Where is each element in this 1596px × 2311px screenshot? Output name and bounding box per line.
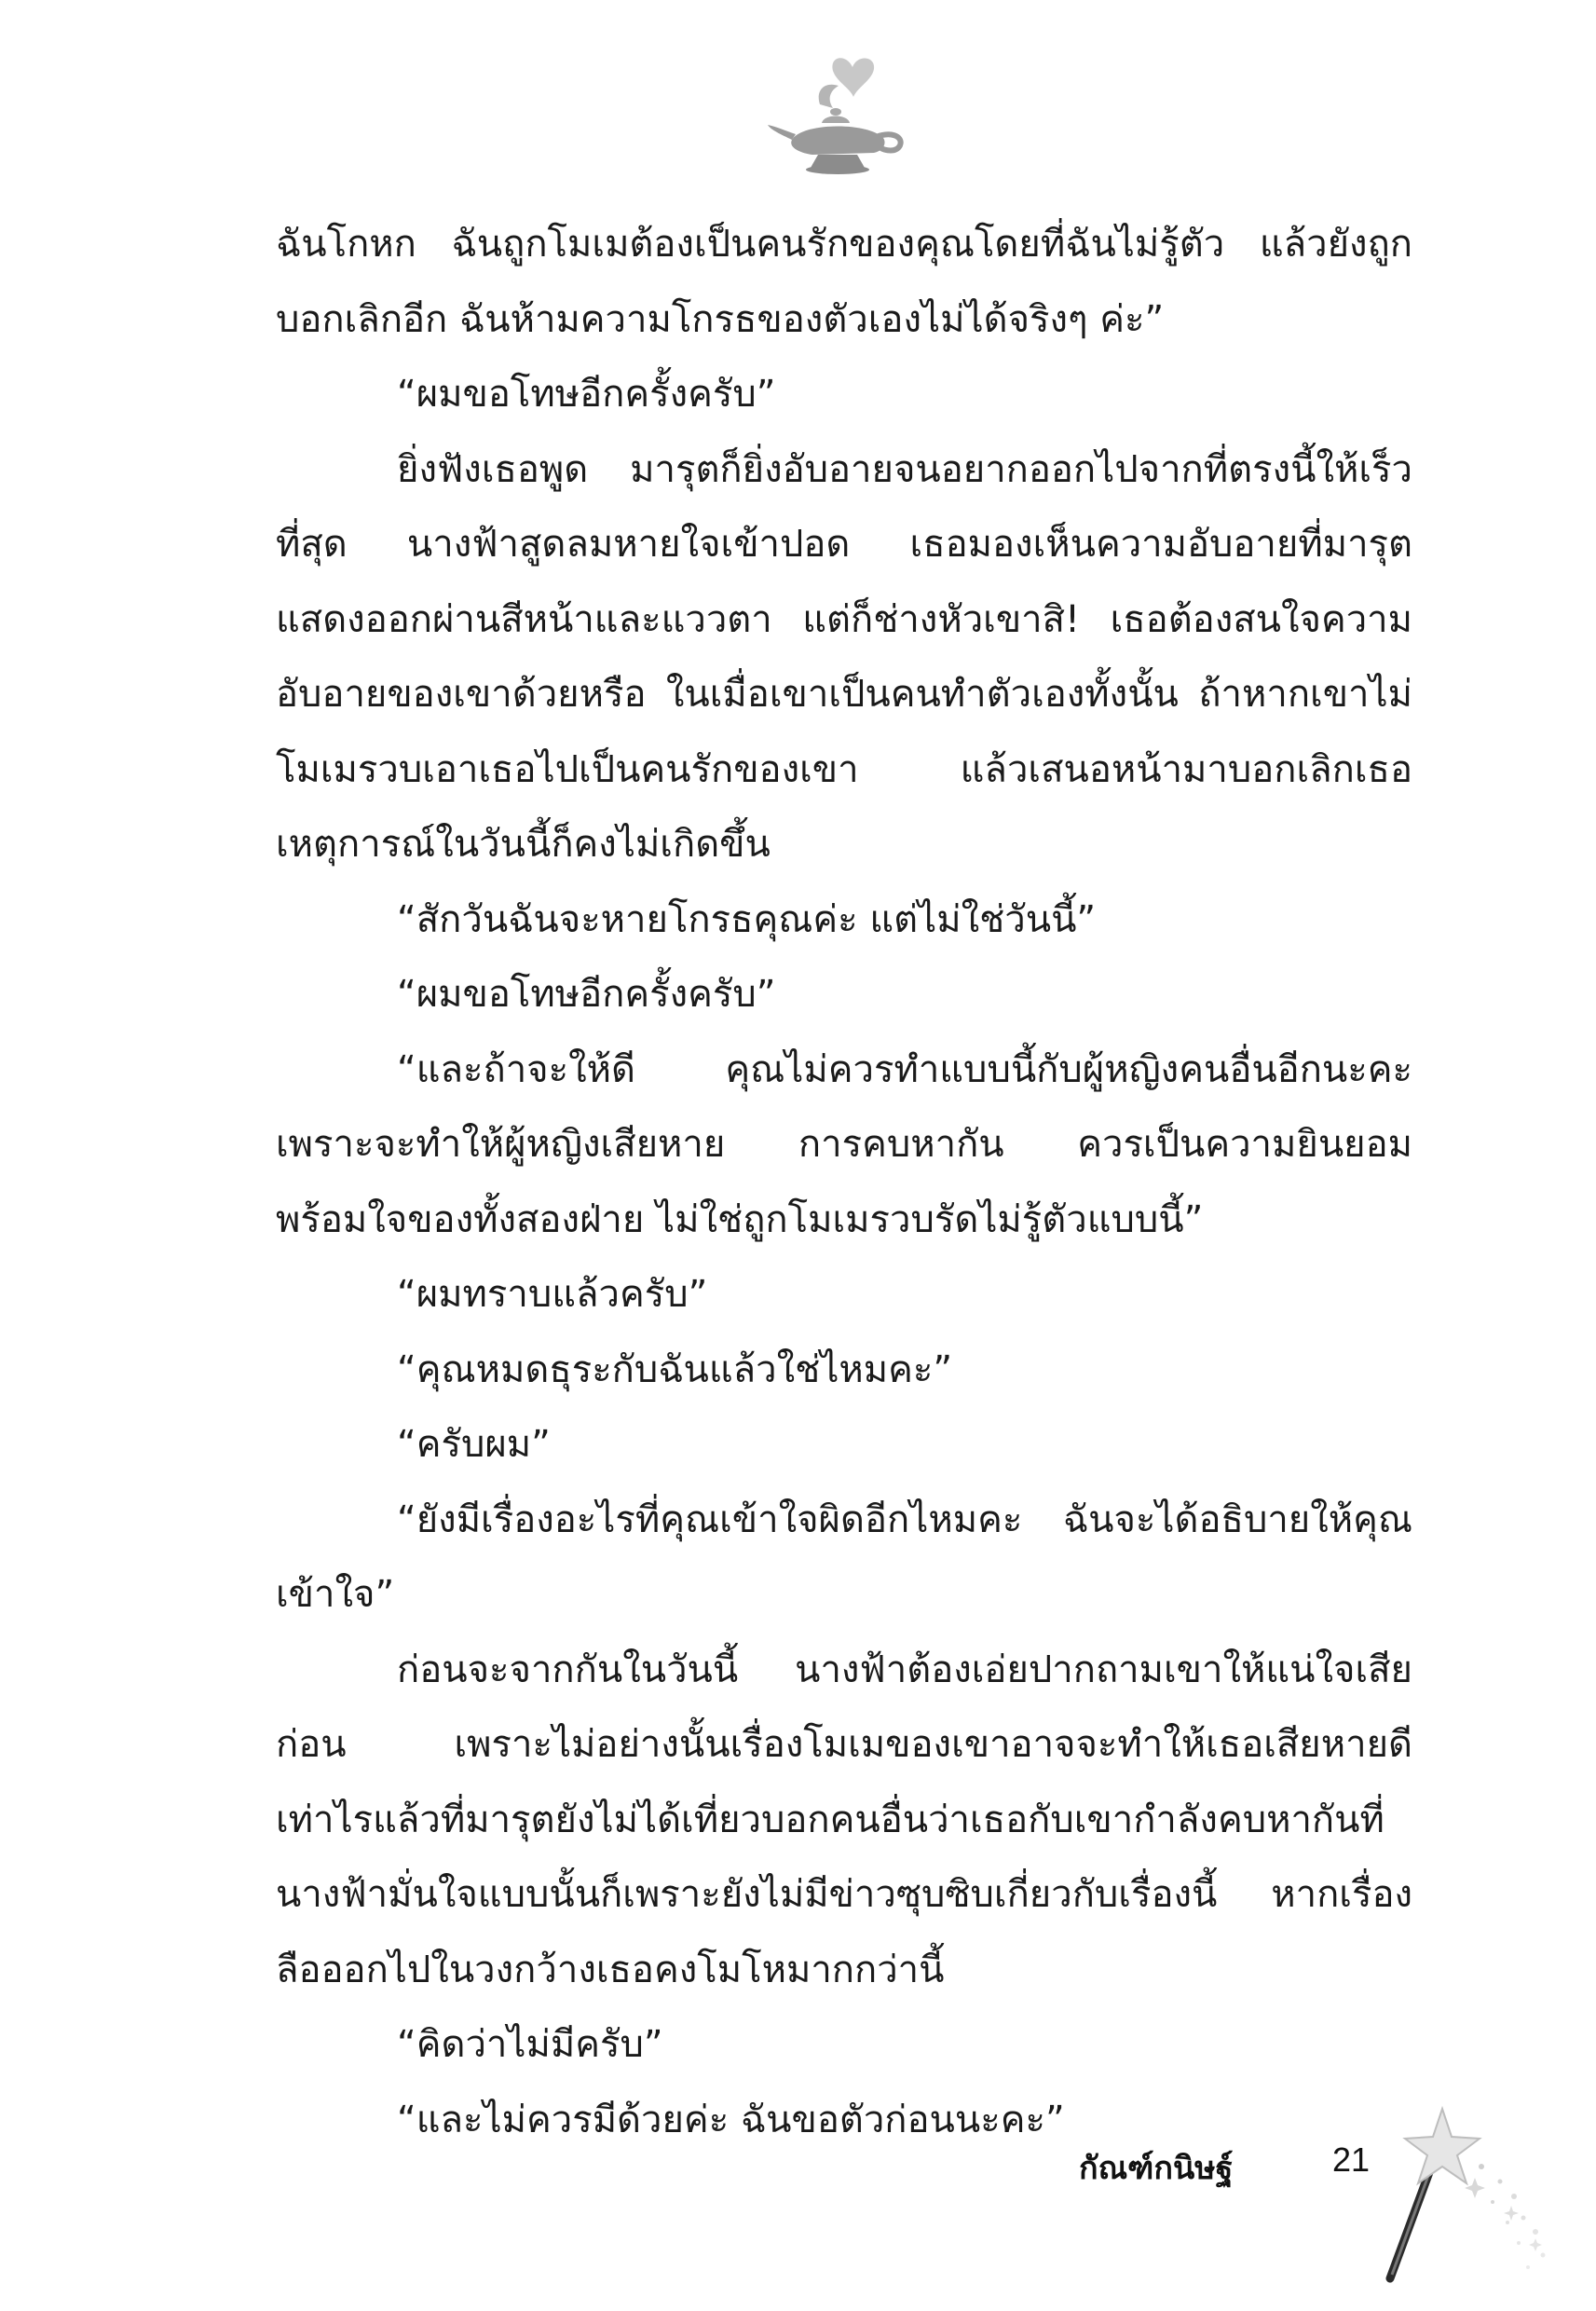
paragraph: “ผมขอโทษอีกครั้งครับ” [397, 373, 776, 416]
paragraph: ฉันโกหก ฉันถูกโมเมต้องเป็นคนรักของคุณโดยที่ฉันไม่รู้ตัว แล้วยังถูกบอกเลิกอีก ฉันห้ามความโกรธของตัวเองไม่ได้จริงๆ ค่ะ” [276, 223, 1412, 341]
paragraph: “ผมขอโทษอีกครั้งครับ” [397, 973, 776, 1016]
paragraph: “และไม่ควรมีด้วยค่ะ ฉันขอตัวก่อนนะคะ” [397, 2098, 1065, 2141]
paragraph: “ยังมีเรื่องอะไรที่คุณเข้าใจผิดอีกไหมคะ ฉันจะได้อธิบายให้คุณเข้าใจ” [276, 1497, 1412, 1616]
paragraph: “ครับผม” [397, 1423, 551, 1466]
paragraph: “ผมทราบแล้วครับ” [397, 1273, 708, 1316]
magic-wand-sparkles-icon [1370, 2092, 1556, 2288]
page-number: 21 [1332, 2140, 1371, 2179]
body-text [276, 207, 1412, 2157]
paragraph: “และถ้าจะให้ดี คุณไม่ควรทำแบบนี้กับผู้หญิงคนอื่นอีกนะคะ เพราะจะทำให้ผู้หญิงเสียหาย การคบหากัน ควรเป็นความยินยอมพร้อมใจของทั้งสองฝ่าย ไม่ใช่ถูกโมเมรวบรัดไม่รู้ตัวแบบนี้” [276, 1047, 1412, 1241]
paragraph: ก่อนจะจากกันในวันนี้ นางฟ้าต้องเอ่ยปากถามเขาให้แน่ใจเสียก่อน เพราะไม่อย่างนั้นเรื่องโมเมของเขาอาจจะทำให้เธอเสียหายดีเท่าไรแล้วที่มารุตยังไม่ได้เที่ยวบอกคนอื่นว่าเธอกับเขากำลังคบหากันที่นางฟ้ามั่นใจแบบนั้นก็เพราะยังไม่มีข่าวซุบซิบเกี่ยวกับเรื่องนี้ หากเรื่องลือออกไปในวงกว้างเธอคงโมโหมากกว่านี้ [276, 1648, 1412, 1991]
paragraph: “สักวันฉันจะหายโกรธคุณค่ะ แต่ไม่ใช่วันนี้” [397, 897, 1097, 941]
footer-author: กัณฑ์กนิษฐ์ [1079, 2150, 1234, 2187]
magic-lamp-with-heart-icon [764, 48, 913, 188]
paragraph: “คิดว่าไม่มีครับ” [397, 2023, 663, 2066]
paragraph: “คุณหมดธุระกับฉันแล้วใช่ไหมคะ” [397, 1347, 953, 1391]
paragraph: ยิ่งฟังเธอพูด มารุตก็ยิ่งอับอายจนอยากออกไปจากที่ตรงนี้ให้เร็วที่สุด นางฟ้าสูดลมหายใจเข้าปอด เธอมองเห็นความอับอายที่มารุตแสดงออกผ่านสีหน้าและแววตา แต่ก็ช่างหัวเขาสิ! เธอต้องสนใจความอับอายของเขาด้วยหรือ ในเมื่อเขาเป็นคนทำตัวเองทั้งนั้น ถ้าหากเขาไม่โมเมรวบเอาเธอไปเป็นคนรักของเขา แล้วเสนอหน้ามาบอกเลิกเธอเหตุการณ์ในวันนี้ก็คงไม่เกิดขึ้น [276, 447, 1412, 866]
